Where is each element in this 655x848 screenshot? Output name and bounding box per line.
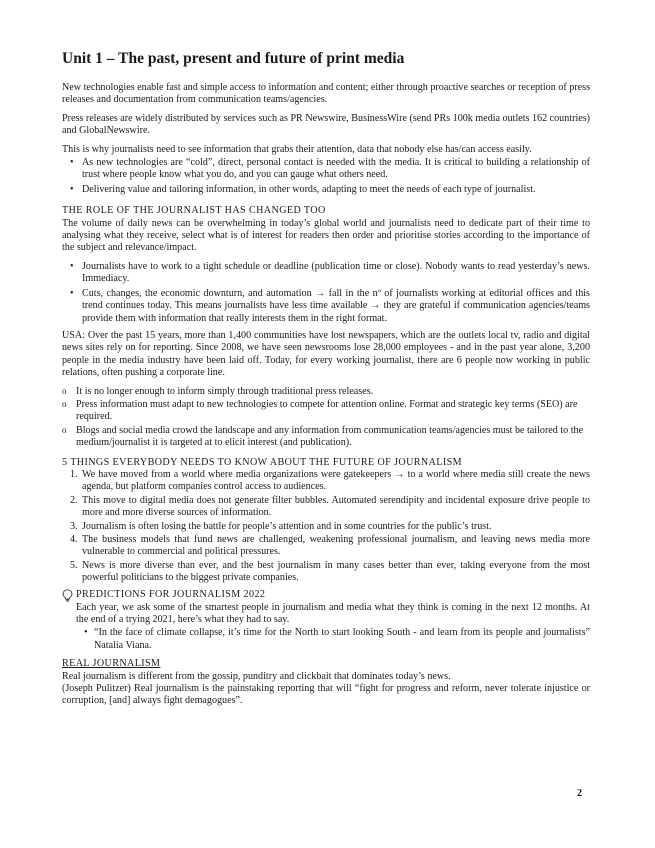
item-number: 3.: [70, 520, 78, 532]
predictions-bullet-list: [76, 627, 590, 652]
predictions-paragraph: Each year, we ask some of the smartest people in journalism and media what they think is coming in the next 12 months. At the end of a trying 2021, here’s what they had to say.: [76, 601, 590, 626]
list-item: [62, 521, 590, 533]
usa-paragraph: USA: Over the past 15 years, more than 1,400 communities have lost newspapers, which are the outlets local tv, radio and digital news sites rely on for reporting. Since 2008, we have seen newsrooms lose 28,000 employees - and in the past year alone, 3,200 people in the media industry have been laid off. Today, for every working journalist, there are 6 people now working in public relations, often pushing a corporate line.: [62, 329, 590, 379]
list-item: [62, 495, 590, 520]
item-text: This move to digital media does not generate filter bubbles. Automated serendipity and incidental exposure drive people to more and more diverse sources of information.: [82, 494, 590, 519]
lightbulb-icon: [62, 589, 73, 602]
section-heading-predictions: [62, 589, 590, 602]
intro-paragraph-1: New technologies enable fast and simple access to information and content; either through proactive searches or reception of press releases and documentation from communication teams/agencies.: [62, 82, 590, 106]
role-paragraph: The volume of daily news can be overwhelming in today’s global world and journalists need to dedicate part of their time to analysing what they receive, select what is of interest for readers then order and prioritise stories according to the importance of the subject and relevance/impact.: [62, 217, 590, 254]
item-number: 5.: [70, 559, 78, 571]
five-things-list: [62, 469, 590, 585]
list-item: [62, 534, 590, 559]
item-text: News is more diverse than ever, and the best journalism in many cases better than ever, taking everyone from the most powerful politicians to the biggest private companies.: [82, 559, 590, 584]
list-item: • Cuts, changes, the economic downturn, and automation → fall in the nº of journalists working at editorial offices and this trend continues today. This means journalists have less time available → they are grateful if communication agencies/teams provide them with information that really interests them in the right format.: [62, 288, 590, 325]
list-item: • As new technologies are “cold”, direct, personal contact is needed with the media. It is critical to building a relationship of trust where people know what you do, and you can gauge what others need.: [62, 157, 590, 182]
section-heading-five-things: 5 THINGS EVERYBODY NEEDS TO KNOW ABOUT THE FUTURE OF JOURNALISM: [62, 456, 463, 468]
intro-paragraph-2: Press releases are widely distributed by services such as PR Newswire, BusinessWire (send PRs 100k media outlets 162 countries) and GlobalNewswire.: [62, 112, 591, 137]
list-item: • Journalists have to work to a tight schedule or deadline (publication time or close). Nobody wants to read yesterday’s news. Immediacy.: [62, 261, 590, 286]
list-item: [62, 560, 590, 585]
list-item: [62, 469, 590, 494]
page-number: 2: [577, 788, 582, 799]
real-paragraph-1: Real journalism is different from the gossip, punditry and clickbait that dominates today’s news.: [62, 670, 451, 682]
predictions-body: [62, 602, 590, 653]
page-content: [62, 50, 590, 714]
list-item: o Press information must adapt to new technologies to compete for attention online. Format and strategic key terms (SEO) are required.: [62, 399, 590, 424]
role-bullet-list: [62, 261, 590, 325]
list-item: o Blogs and social media crowd the landscape and any information from communication teams/agencies must be tailored to the medium/journalist it is targeted at to elicit interest (and publication).: [62, 425, 590, 450]
list-item: o It is no longer enough to inform simply through traditional press releases.: [62, 386, 590, 398]
intro-paragraph-3: This is why journalists need to see information that grabs their attention, data that nobody else has/can access easily.: [62, 143, 532, 155]
predictions-heading-text: PREDICTIONS FOR JOURNALISM 2022: [76, 588, 266, 600]
item-number: 1.: [70, 468, 78, 480]
section-heading-role: THE ROLE OF THE JOURNALIST HAS CHANGED TOO: [62, 205, 326, 217]
intro-bullet-list: [62, 157, 590, 196]
real-paragraph-2: (Joseph Pulitzer) Real journalism is the painstaking reporting that will “fight for progress and reform, never tolerate injustice or corruption, [and] always fight demagogues”.: [62, 683, 590, 707]
item-number: 2.: [70, 494, 78, 506]
list-item: • “In the face of climate collapse, it’s time for the North to start looking South - and learn from its people and journalists” Natalia Viana.: [76, 627, 590, 652]
role-circle-list: [62, 386, 590, 450]
section-heading-real-journalism: REAL JOURNALISM: [62, 658, 161, 670]
item-text: The business models that fund news are challenged, weakening professional journalism, and leaving news media more vulnerable to commercial and political pressures.: [82, 534, 590, 558]
page-title: Unit 1 – The past, present and future of print media: [62, 50, 405, 67]
item-number: 4.: [70, 534, 78, 545]
item-text: Journalism is often losing the battle for people’s attention and in some countries for the public’s trust.: [82, 520, 492, 532]
list-item: • Delivering value and tailoring information, in other words, adapting to meet the needs of each type of journalist.: [62, 184, 590, 196]
item-text: We have moved from a world where media organizations were gatekeepers → to a world where media still create the news agenda, but platform companies control access to audiences.: [82, 468, 590, 493]
